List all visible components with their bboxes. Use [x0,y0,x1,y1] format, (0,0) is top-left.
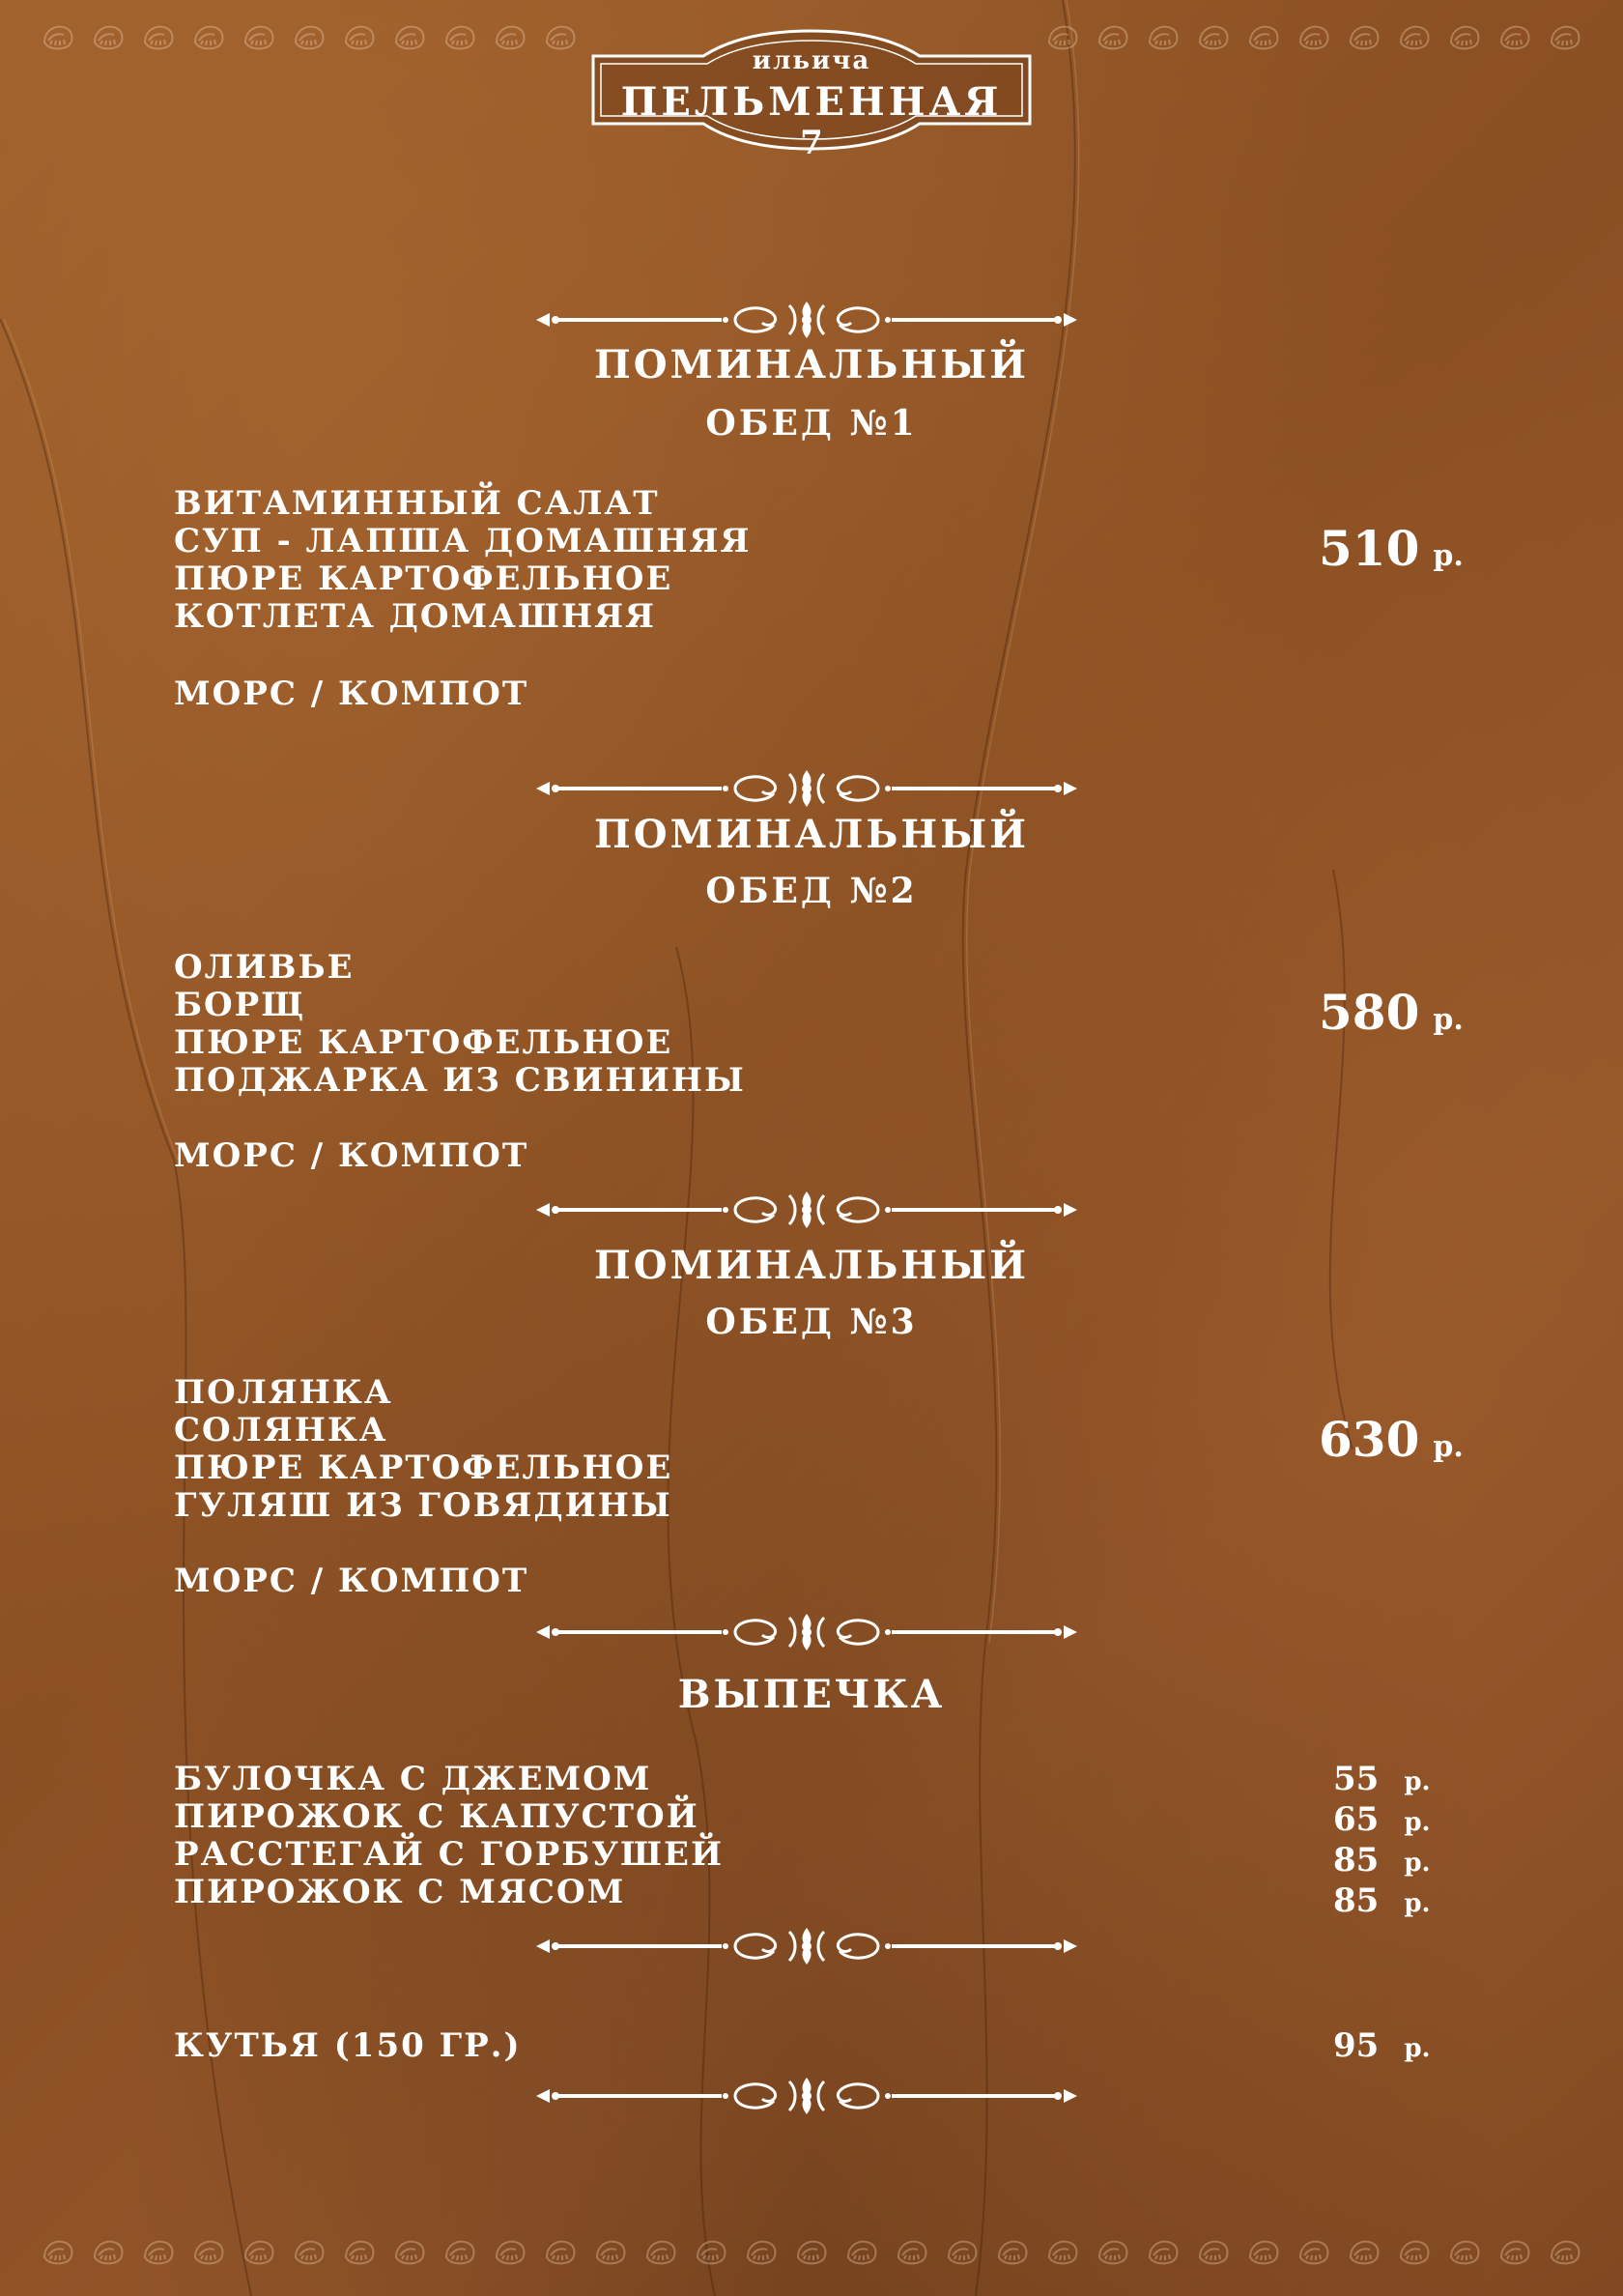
dumpling-icon [1445,17,1484,56]
dumpling-icon [1546,17,1584,56]
set-3-drink: МОРС / КОМПОТ [174,1562,529,1600]
dumpling-icon [139,2232,178,2275]
dumpling-icon [541,17,580,60]
dumpling-icon [340,17,379,60]
list-item: СУП - ЛАПША ДОМАШНЯЯ [174,522,752,560]
dumpling-icon [1395,17,1434,56]
set-3-items [174,1374,672,1525]
dumpling-icon [893,2232,931,2271]
dumpling-icon [1094,2232,1132,2271]
dumpling-icon [1345,17,1383,56]
dumpling-icon [591,2232,630,2271]
price-value: 510 [1319,520,1420,577]
dumpling-icon [1495,2232,1534,2275]
dumpling-icon [692,2232,730,2271]
restaurant-logo [587,25,1036,162]
list-item: ПОЛЯНКА [174,1373,393,1412]
dumpling-icon [993,2232,1032,2275]
price-row [1333,1801,1431,1842]
list-item: ВИТАМИННЫЙ САЛАТ [174,484,660,523]
ornament-divider-icon [536,1188,1077,1232]
ornament-divider-icon [536,766,1077,811]
dumpling-icon [1495,2232,1534,2271]
kutya-item [174,2027,522,2065]
dumpling-icon [541,2232,580,2271]
dumpling-icon [390,2232,429,2271]
dumpling-icon [1043,2232,1082,2275]
price-value: 580 [1319,984,1420,1041]
ornament-divider-icon [536,1924,1077,1968]
price-value: 85 [1333,1881,1380,1920]
dumpling-icon [1194,2232,1233,2271]
ornament-divider-icon [536,2074,1077,2118]
dumpling-icon [692,2232,730,2275]
dumpling-icon [1094,2232,1132,2275]
price-value: 630 [1319,1411,1420,1468]
dumpling-icon [240,2232,278,2271]
set-1-drink: МОРС / КОМПОТ [174,674,529,713]
logo-main-word: ПЕЛЬМЕННАЯ [620,79,1003,125]
dumpling-icon [1345,17,1383,60]
dumpling-icon [1194,17,1233,56]
ornament-divider-icon [536,1188,1077,1232]
dumpling-icon [1094,17,1132,60]
dumpling-icon [1495,17,1534,56]
dumpling-icon [491,17,529,56]
dumpling-icon [1244,17,1283,56]
list-item: ПЮРЕ КАРТОФЕЛЬНОЕ [174,560,673,598]
list-item: ПИРОЖОК С МЯСОМ [174,1873,626,1911]
dumpling-icon [1445,2232,1484,2271]
dumpling-icon [842,2232,881,2275]
dumpling-icon [390,17,429,56]
dumpling-icon [591,2232,630,2275]
dumpling-icon [441,2232,479,2271]
dumpling-icon [1546,2232,1584,2271]
set-1-title: ПОМИНАЛЬНЫЙ [593,342,1030,387]
dumpling-icon [1043,2232,1082,2271]
dumpling-icon [1495,17,1534,60]
dumpling-icon [792,2232,831,2271]
dumpling-icon [1546,17,1584,60]
price-currency: р. [1433,1003,1464,1037]
list-item: КУТЬЯ (150 ГР.) [174,2026,522,2065]
dumpling-icon [842,2232,881,2271]
price-row [1333,1761,1431,1801]
dumpling-icon [1546,2232,1584,2275]
list-item: БОРЩ [174,986,306,1024]
dumpling-icon [240,2232,278,2275]
dumpling-icon [1395,2232,1434,2271]
dumpling-icon [290,17,328,60]
set-1-subtitle: ОБЕД №1 [705,403,918,444]
dumpling-icon [39,17,77,60]
logo-top-word: ильича [752,46,871,75]
list-item: ПЮРЕ КАРТОФЕЛЬНОЕ [174,1449,673,1487]
dumpling-icon [1345,2232,1383,2271]
price-value: 55 [1333,1760,1380,1798]
dumpling-icon [1445,2232,1484,2275]
dumpling-icon [189,17,228,60]
dumpling-icon [491,17,529,60]
price-row [1333,2027,1431,2068]
dumpling-icon [390,17,429,60]
list-item: РАССТЕГАЙ С ГОРБУШЕЙ [174,1835,725,1874]
dumpling-icon [290,2232,328,2275]
set-2-drink: МОРС / КОМПОТ [174,1136,529,1175]
dumpling-icon [541,17,580,56]
list-item: ОЛИВЬЕ [174,948,355,987]
price-currency: р. [1404,1889,1431,1918]
dumpling-icon [139,2232,178,2271]
list-item: ГУЛЯШ ИЗ ГОВЯДИНЫ [174,1486,672,1525]
kutya-price [1333,2027,1431,2068]
price-currency: р. [1404,2034,1431,2063]
ornament-divider-icon [536,1610,1077,1654]
dumpling-icon [240,17,278,60]
dumpling-icon [1244,17,1283,60]
list-item: ПИРОЖОК С КАПУСТОЙ [174,1797,699,1836]
dumpling-icon [1043,17,1082,56]
price-value: 95 [1333,2026,1380,2065]
list-item: ПОДЖАРКА ИЗ СВИНИНЫ [174,1061,746,1100]
logo-number: 7 [800,124,823,162]
dumpling-icon [993,2232,1032,2271]
dumpling-icon [1295,2232,1333,2275]
dumpling-icon [943,2232,982,2271]
dumpling-icon [139,17,178,56]
price-currency: р. [1404,1767,1431,1796]
dumpling-icon [1194,17,1233,60]
price-value: 85 [1333,1841,1380,1880]
price-currency: р. [1404,1849,1431,1878]
dumpling-icon [441,2232,479,2275]
set-2-items [174,949,746,1100]
dumpling-icon [340,17,379,56]
set-3-title: ПОМИНАЛЬНЫЙ [593,1243,1030,1288]
dumpling-icon [240,17,278,56]
dumpling-icon [742,2232,781,2275]
dumpling-icon [893,2232,931,2275]
ornament-divider-icon [536,1610,1077,1654]
set-1-price [1319,520,1464,577]
dumpling-icon [340,2232,379,2271]
dumpling-icon [943,2232,982,2275]
dumpling-icon [1445,17,1484,60]
dumpling-icon [89,2232,128,2275]
dumpling-icon [39,2232,77,2275]
dumpling-icon [1295,17,1333,56]
dumpling-icon [290,17,328,56]
dumpling-icon [1194,2232,1233,2275]
dumpling-icon [189,17,228,56]
dumpling-icon [1244,2232,1283,2275]
dumpling-icon [491,2232,529,2275]
price-currency: р. [1433,539,1464,573]
dumpling-icon [792,2232,831,2275]
set-3-price [1319,1411,1464,1468]
dumpling-icon [290,2232,328,2271]
set-3-subtitle: ОБЕД №3 [705,1302,918,1342]
dumpling-icon [1395,2232,1434,2275]
dumpling-icon [89,17,128,56]
dumpling-icon [340,2232,379,2275]
set-1-items [174,485,751,636]
price-currency: р. [1404,1808,1431,1837]
dumpling-icon [1295,2232,1333,2271]
list-item: СОЛЯНКА [174,1411,388,1449]
dumpling-icon [1144,17,1182,56]
price-row [1333,1842,1431,1882]
bottom-dumpling-border [39,2232,1584,2275]
dumpling-icon [1144,2232,1182,2275]
dumpling-icon [39,17,77,56]
dumpling-icon [641,2232,680,2275]
dumpling-icon [390,2232,429,2275]
set-2-title: ПОМИНАЛЬНЫЙ [593,812,1030,857]
pastry-items [174,1761,724,1911]
dumpling-icon [1295,17,1333,60]
dumpling-icon [1043,17,1082,60]
price-value: 65 [1333,1800,1380,1839]
price-currency: р. [1433,1430,1464,1464]
set-2-price [1319,984,1464,1041]
dumpling-icon [1144,2232,1182,2271]
dumpling-icon [1094,17,1132,56]
dumpling-icon [742,2232,781,2271]
set-2-subtitle: ОБЕД №2 [705,871,918,911]
dumpling-icon [189,2232,228,2271]
ornament-divider-icon [536,2074,1077,2118]
dumpling-icon [491,2232,529,2271]
dumpling-icon [441,17,479,56]
dumpling-icon [89,2232,128,2271]
dumpling-icon [89,17,128,60]
dumpling-icon [1345,2232,1383,2275]
pastry-prices [1333,1761,1431,1923]
dumpling-icon [1144,17,1182,60]
ornament-divider-icon [536,1924,1077,1968]
dumpling-icon [189,2232,228,2275]
pastry-title: ВЫПЕЧКА [677,1672,946,1717]
ornament-divider-icon [536,766,1077,811]
dumpling-icon [39,2232,77,2271]
dumpling-icon [1244,2232,1283,2271]
dumpling-icon [441,17,479,60]
ornament-divider-icon [536,298,1077,342]
dumpling-icon [139,17,178,60]
dumpling-icon [541,2232,580,2275]
ornament-divider-icon [536,298,1077,342]
list-item: КОТЛЕТА ДОМАШНЯЯ [174,597,657,636]
dumpling-icon [641,2232,680,2271]
list-item: ПЮРЕ КАРТОФЕЛЬНОЕ [174,1023,673,1062]
price-row [1333,1882,1431,1923]
dumpling-icon [1395,17,1434,60]
list-item: БУЛОЧКА С ДЖЕМОМ [174,1760,652,1798]
